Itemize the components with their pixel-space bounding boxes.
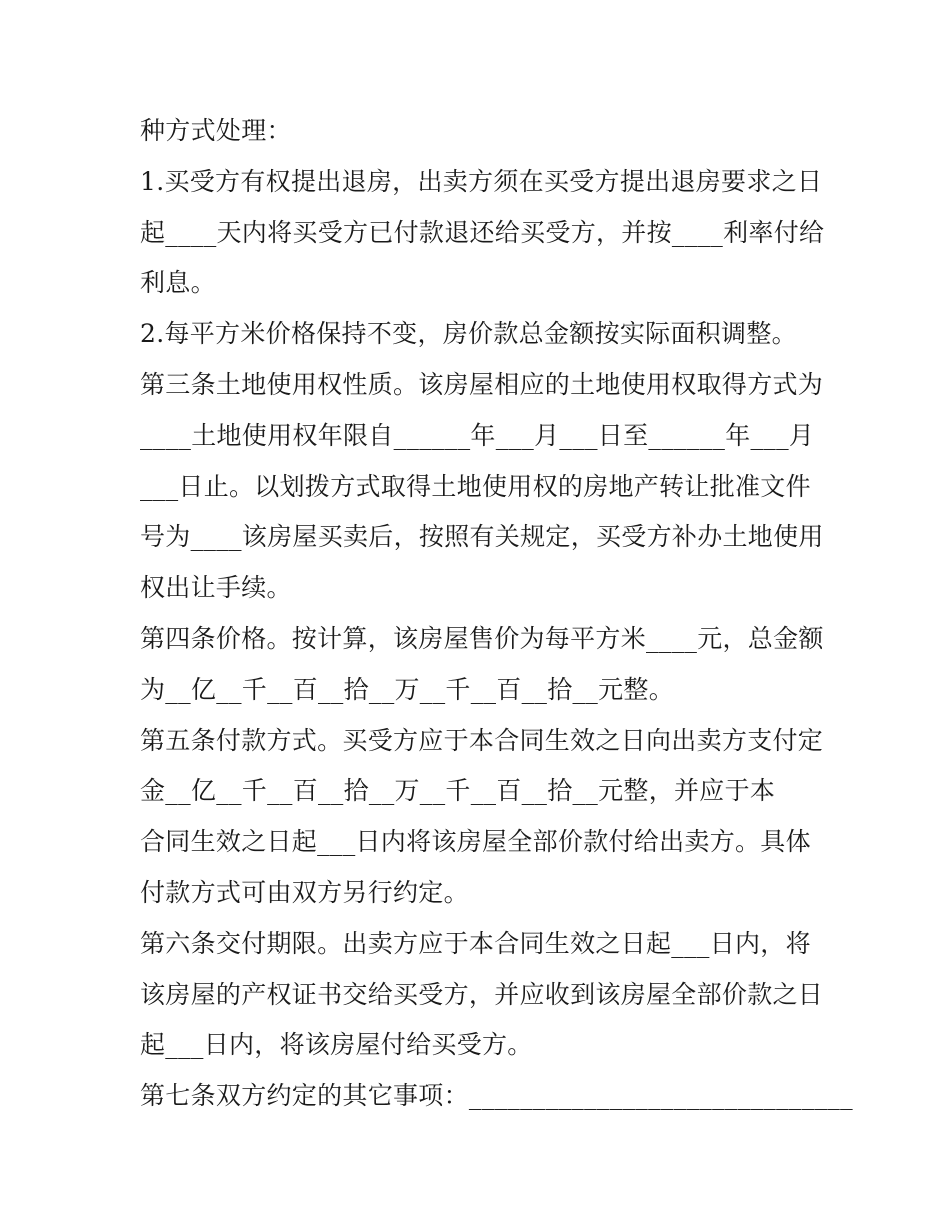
text-line: 第三条土地使用权性质。该房屋相应的土地使用权取得方式为 [140, 369, 824, 399]
text-line: 起____天内将买受方已付款退还给买受方，并按____利率付给 [140, 217, 825, 247]
text-line: 号为____该房屋买卖后，按照有关规定，买受方补办土地使用 [140, 522, 824, 552]
text-line: ____土地使用权年限自______年___月___日至______年___月 [140, 420, 815, 450]
text-line: 起___日内，将该房屋付给买受方。 [140, 1030, 533, 1060]
text-line: 第七条双方约定的其它事项：______________________________ [140, 1081, 853, 1111]
text-line: 该房屋的产权证书交给买受方，并应收到该房屋全部价款之日 [140, 979, 824, 1009]
text-line: 权出让手续。 [140, 573, 292, 603]
text-line: 第四条价格。按计算，该房屋售价为每平方米____元，总金额 [140, 623, 824, 653]
text-line: 付款方式可由双方另行约定。 [140, 877, 469, 907]
text-line: 种方式处理： [140, 116, 292, 145]
text-line: 第五条付款方式。买受方应于本合同生效之日向出卖方支付定 [140, 725, 824, 755]
article-5-payment [140, 716, 824, 919]
text-line: 第六条交付期限。出卖方应于本合同生效之日起___日内，将 [140, 928, 811, 958]
clause-continuation [140, 106, 820, 157]
contract-body [140, 106, 853, 1122]
option-2-adjust [140, 309, 820, 360]
text-line: 1.买受方有权提出退房，出卖方须在买受方提出退房要求之日 [140, 166, 823, 196]
text-line: 为__亿__千__百__拾__万__千__百__拾__元整。 [140, 674, 675, 704]
article-3-land-use [140, 360, 824, 614]
article-6-delivery [140, 919, 824, 1071]
option-1-refund [140, 157, 825, 309]
text-line: 利息。 [140, 268, 216, 298]
text-line: 合同生效之日起___日内将该房屋全部价款付给出卖方。具体 [140, 827, 811, 857]
article-4-price [140, 614, 824, 716]
text-line: ___日止。以划拨方式取得土地使用权的房地产转让批准文件 [140, 471, 811, 501]
text-line: 2.每平方米价格保持不变，房价款总金额按实际面积调整。 [140, 319, 797, 349]
article-7-other [140, 1071, 853, 1122]
text-line: 金__亿__千__百__拾__万__千__百__拾__元整，并应于本 [140, 776, 776, 806]
